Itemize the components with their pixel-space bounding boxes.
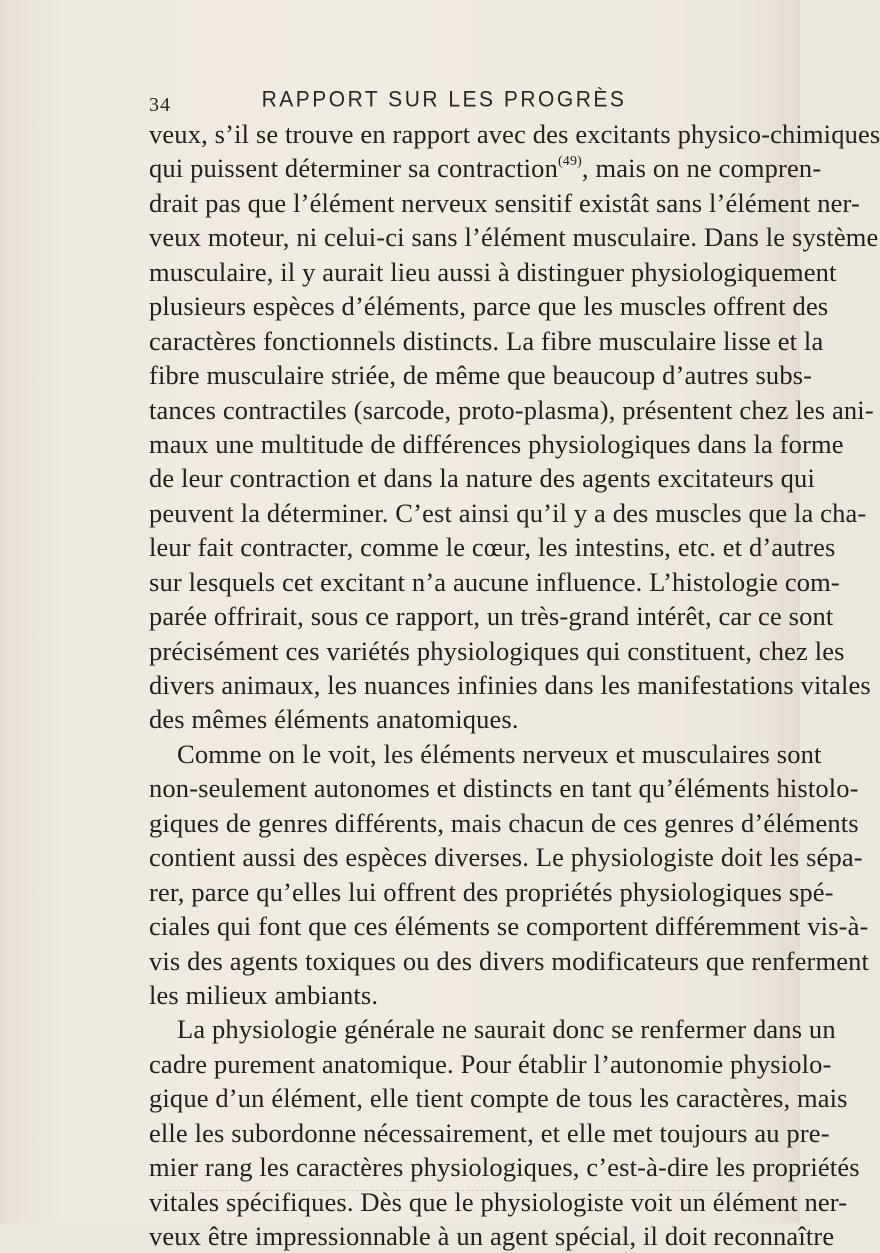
line-text: Comme on le voit, les éléments nerveux et musculaires sont xyxy=(177,738,822,769)
paragraph xyxy=(149,117,880,737)
line-text: musculaire, il y aurait lieu aussi à distinguer physiologiquement xyxy=(149,256,837,287)
text-line xyxy=(149,840,863,874)
text-line xyxy=(149,909,869,943)
text-line xyxy=(149,151,822,185)
line-text: divers animaux, les nuances infinies dans les manifestations vitales xyxy=(149,670,871,700)
text-line xyxy=(149,771,859,805)
line-text: rer, parce qu’elles lui offrent des propriétés physiologiques spé- xyxy=(149,876,834,907)
line-text: plusieurs espèces d’éléments, parce que les muscles offrent des xyxy=(149,291,829,322)
body-text xyxy=(149,117,880,1253)
line-text: tances contractiles (sarcode, proto-plasma), présentent chez les ani- xyxy=(149,394,874,425)
text-line xyxy=(149,1116,830,1150)
text-line xyxy=(149,393,874,427)
text-line xyxy=(149,358,813,392)
text-line xyxy=(149,944,870,978)
text-line xyxy=(149,875,834,909)
line-text: veux moteur, ni celui-ci sans l’élément musculaire. Dans le système xyxy=(149,222,879,253)
text-line xyxy=(149,117,880,151)
text-line xyxy=(149,1150,860,1184)
text-line xyxy=(149,737,822,771)
page-header xyxy=(149,88,739,118)
line-text: caractères fonctionnels distincts. La fibre musculaire lisse et la xyxy=(149,325,824,356)
text-line xyxy=(149,978,739,1012)
footnote-reference: (49) xyxy=(557,153,582,169)
text-line xyxy=(149,806,859,840)
line-text: les milieux ambiants. xyxy=(149,979,379,1010)
line-text: cadre purement anatomique. Pour établir l’autonomie physiolo- xyxy=(149,1048,832,1079)
line-text: de leur contraction et dans la nature des agents excitateurs qui xyxy=(149,463,815,494)
text-line xyxy=(149,1047,832,1081)
text-line xyxy=(149,702,739,736)
paragraph xyxy=(149,737,870,1013)
line-text: précisément ces variétés physiologiques qui constituent, chez les xyxy=(149,635,845,666)
line-text: vis des agents toxiques ou des divers modificateurs que renferment xyxy=(149,945,870,976)
text-line xyxy=(149,634,845,668)
line-text: sur lesquels cet excitant n’a aucune influence. L’histologie com- xyxy=(149,566,840,597)
text-line xyxy=(149,1219,835,1253)
page-number: 34 xyxy=(149,94,171,116)
line-text: maux une multitude de différences physiologiques dans la forme xyxy=(149,428,844,459)
line-text: mier rang les caractères physiologiques, c’est-à-dire les propriétés xyxy=(149,1152,860,1183)
line-text: vitales spécifiques. Dès que le physiologiste voit un élément ner- xyxy=(149,1186,848,1217)
line-text: drait pas que l’élément nerveux sensitif existât sans l’élément ner- xyxy=(149,187,860,218)
line-text: des mêmes éléments anatomiques. xyxy=(149,704,519,735)
text-line xyxy=(149,220,879,254)
running-title: RAPPORT SUR LES PROGRÈS xyxy=(261,87,627,112)
line-text: ciales qui font que ces éléments se comportent différemment vis-à- xyxy=(149,911,869,942)
line-text: contient aussi des espèces diverses. Le physiologiste doit les sépa- xyxy=(149,842,863,873)
text-line xyxy=(149,1012,836,1046)
page-bottom-mark xyxy=(160,1190,750,1193)
line-text: peuvent la déterminer. C’est ainsi qu’il y a des muscles que la cha- xyxy=(149,497,867,528)
line-text: parée offrirait, sous ce rapport, un très-grand intérêt, car ce sont xyxy=(149,601,834,632)
text-line xyxy=(149,530,836,564)
text-line xyxy=(149,599,834,633)
text-line xyxy=(149,427,844,461)
text-line xyxy=(149,565,840,599)
text-line xyxy=(149,1081,848,1115)
text-line xyxy=(149,461,815,495)
line-text: veux être impressionnable à un agent spécial, il doit reconnaître xyxy=(149,1221,835,1251)
line-text: , mais on ne compren- xyxy=(581,153,822,184)
line-text: qui puissent déterminer sa contraction xyxy=(149,153,558,184)
text-line xyxy=(149,186,860,220)
line-text: fibre musculaire striée, de même que beaucoup d’autres subs- xyxy=(149,360,813,391)
text-line xyxy=(149,289,829,323)
line-text: leur fait contracter, comme le cœur, les intestins, etc. et d’autres xyxy=(149,532,836,563)
text-line xyxy=(149,496,867,530)
text-line xyxy=(149,324,824,358)
line-text: veux, s’il se trouve en rapport avec des excitants physico-chimiques xyxy=(149,119,880,149)
line-text: giques de genres différents, mais chacun de ces genres d’éléments xyxy=(149,807,859,838)
line-text: non-seulement autonomes et distincts en tant qu’éléments histolo- xyxy=(149,773,859,804)
paragraph xyxy=(149,1012,860,1253)
text-line xyxy=(149,255,837,289)
line-text: gique d’un élément, elle tient compte de tous les caractères, mais xyxy=(149,1083,848,1114)
line-text: elle les subordonne nécessairement, et elle met toujours au pre- xyxy=(149,1117,830,1148)
text-line xyxy=(149,668,871,702)
line-text: La physiologie générale ne saurait donc se renfermer dans un xyxy=(177,1014,836,1045)
